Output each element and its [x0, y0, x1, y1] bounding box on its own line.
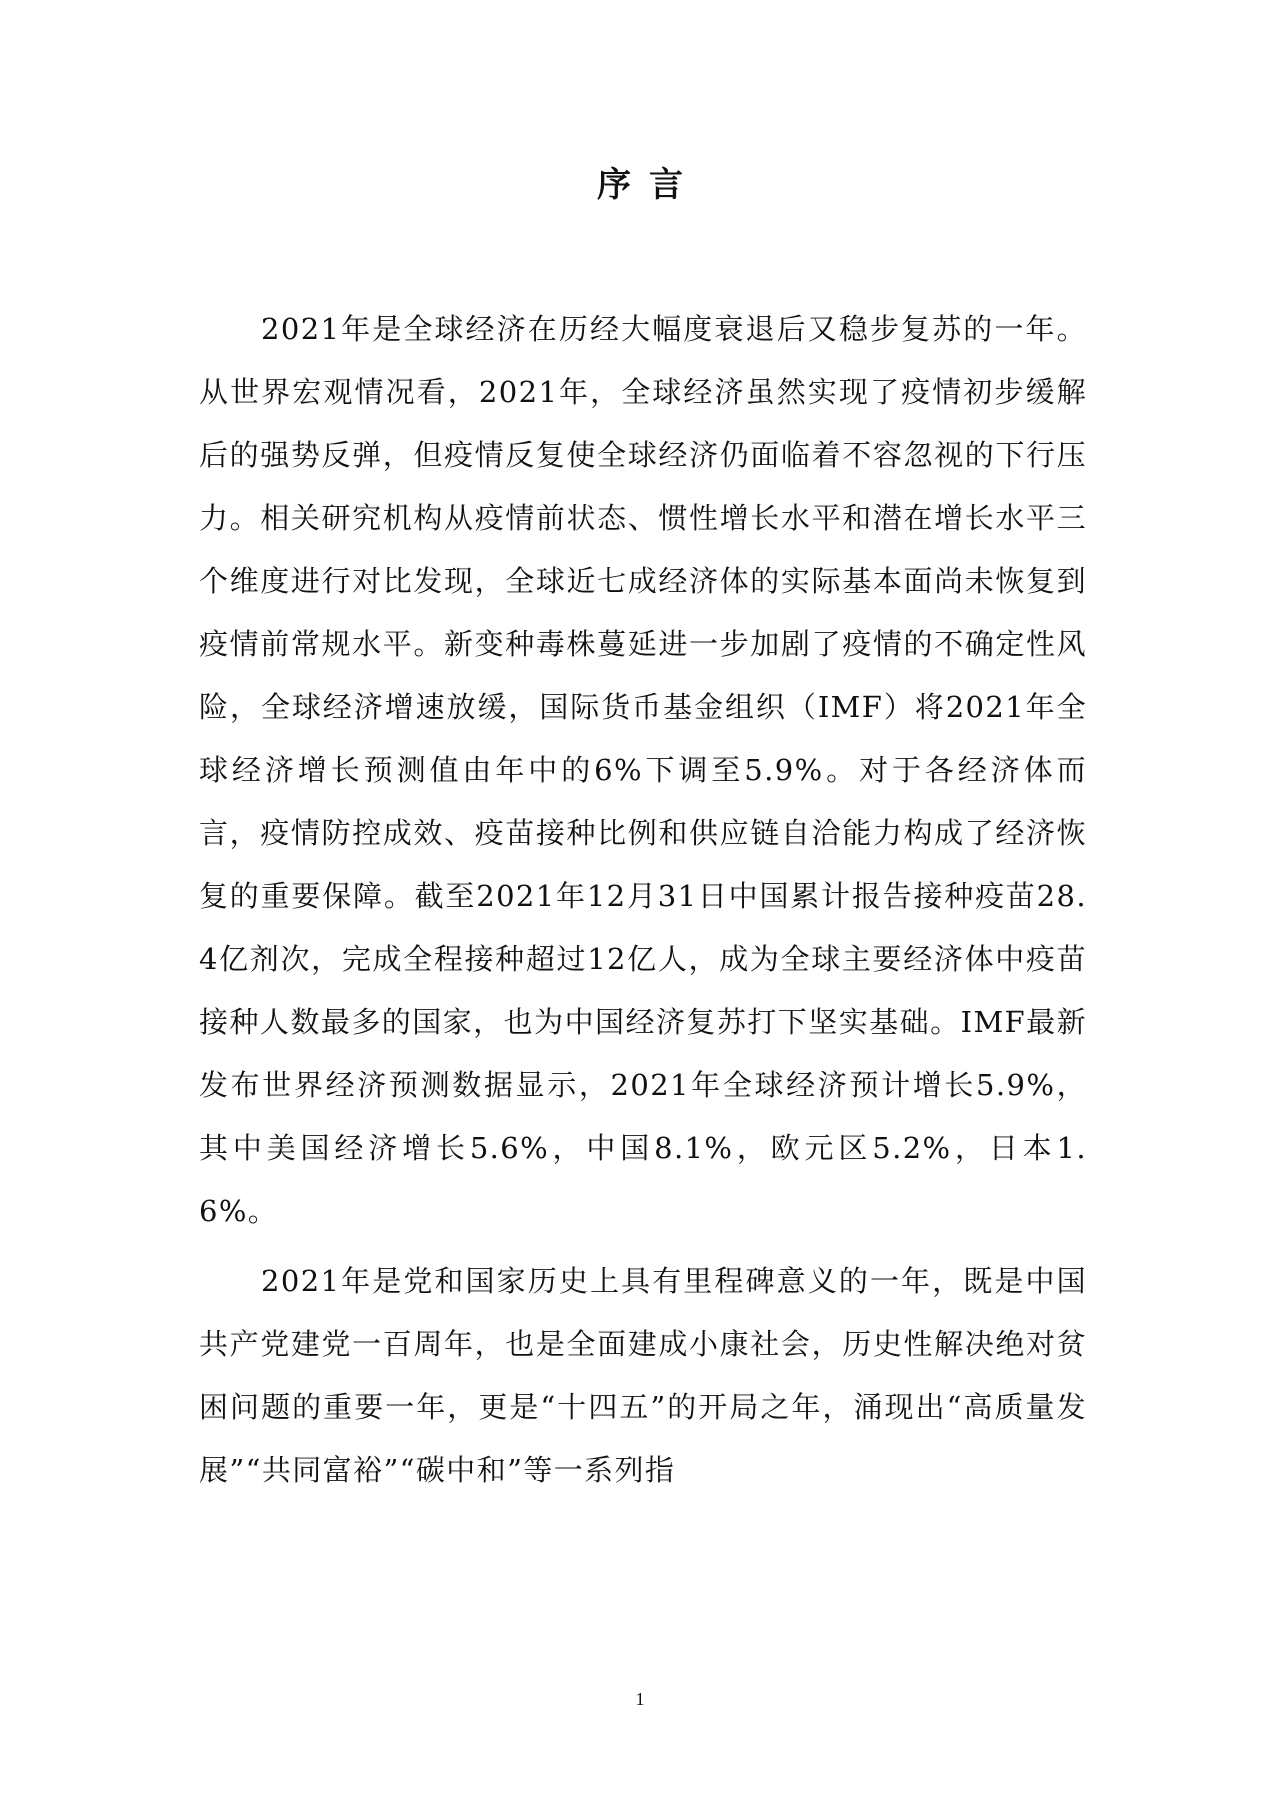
- paragraph: 2021年是党和国家历史上具有里程碑意义的一年，既是中国共产党建党一百周年，也是全面建成小康社会，历史性解决绝对贫困问题的重要一年，更是“十四五”的开局之年，涌现出“高质量发展”“共同富裕”“碳中和”等一系列指: [199, 1264, 1087, 1487]
- page-number: 1: [635, 1689, 645, 1709]
- paragraph: 2021年是全球经济在历经大幅度衰退后又稳步复苏的一年。从世界宏观情况看，2021年，全球经济虽然实现了疫情初步缓解后的强势反弹，但疫情反复使全球经济仍面临着不容忽视的下行压力。相关研究机构从疫情前状态、惯性增长水平和潜在增长水平三个维度进行对比发现，全球近七成经济体的实际基本面尚未恢复到疫情前常规水平。新变种毒株蔓延进一步加剧了疫情的不确定性风险，全球经济增速放缓，国际货币基金组织（IMF）将2021年全球经济增长预测值由年中的6%下调至5.9%。对于各经济体而言，疫情防控成效、疫苗接种比例和供应链自洽能力构成了经济恢复的重要保障。截至2021年12月31日中国累计报告接种疫苗28.4亿剂次，完成全程接种超过12亿人，成为全球主要经济体中疫苗接种人数最多的国家，也为中国经济复苏打下坚实基础。IMF最新发布世界经济预测数据显示，2021年全球经济预计增长5.9%，其中美国经济增长5.6%，中国8.1%，欧元区5.2%，日本1.6%。: [199, 312, 1087, 1228]
- body-text: [199, 298, 1087, 1509]
- page-title: 序言: [597, 165, 701, 205]
